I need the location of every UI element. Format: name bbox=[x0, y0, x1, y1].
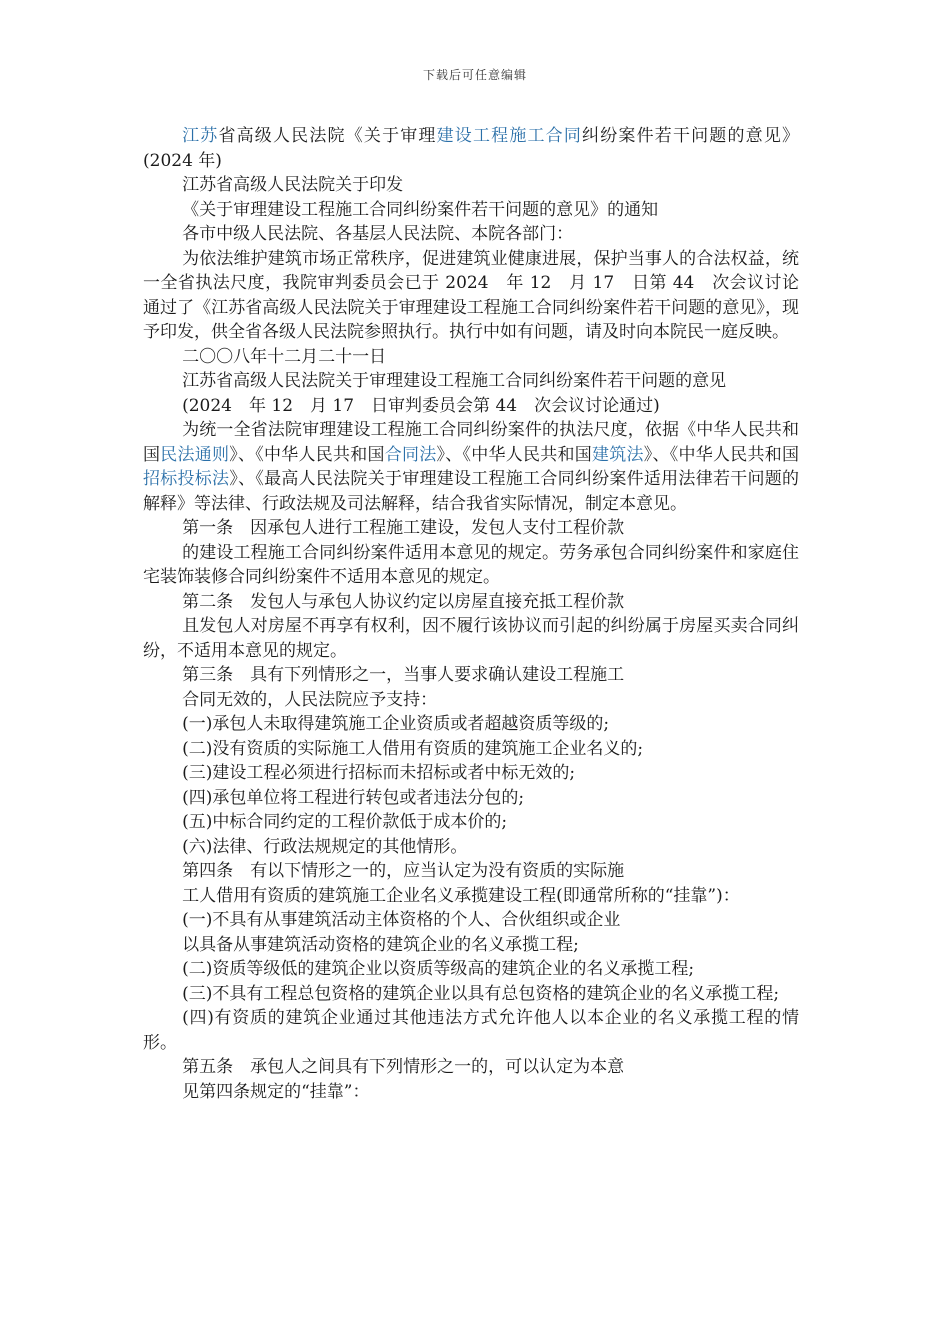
document-title bbox=[143, 124, 799, 173]
paragraph: 合同无效的，人民法院应予支持： bbox=[182, 689, 438, 710]
link-construction-law[interactable]: 建筑法 bbox=[592, 444, 644, 465]
paragraph: 江苏省高级人民法院关于印发 bbox=[182, 175, 404, 195]
paragraph: 第五条 承包人之间具有下列情形之一的，可以认定为本意 bbox=[182, 1057, 625, 1077]
list-item: (五)中标合同约定的工程价款低于成本价的; bbox=[182, 812, 508, 832]
list-item: (四)承包单位将工程进行转包或者违法分包的; bbox=[182, 787, 525, 808]
paragraph: 以具备从事建筑活动资格的建筑企业的名义承揽工程; bbox=[182, 934, 579, 955]
link-construction-contract[interactable]: 建设工程施工合同 bbox=[436, 126, 583, 146]
paragraph-preamble bbox=[143, 418, 799, 516]
paragraph: 的建设工程施工合同纠纷案件适用本意见的规定。劳务承包合同纠纷案件和家庭住宅装饰装修合同纠纷案件不适用本意见的规定。 bbox=[143, 542, 799, 587]
paragraph: 见第四条规定的“挂靠”： bbox=[182, 1081, 370, 1102]
text-segment: 为统一全省法院审理建设工程施工合同纠纷案件的执法尺度，依据《中华人民共和国 bbox=[143, 420, 799, 465]
link-contract-law[interactable]: 合同法 bbox=[384, 444, 437, 465]
paragraph: 第四条 有以下情形之一的，应当认定为没有资质的实际施 bbox=[182, 861, 625, 881]
paragraph: 二〇〇八年十二月二十一日 bbox=[182, 346, 387, 367]
paragraph: 工人借用有资质的建筑施工企业名义承揽建设工程(即通常所称的“挂靠”)： bbox=[182, 885, 740, 906]
title-text-1: 省高级人民法院《关于审理 bbox=[218, 126, 437, 146]
title-text-2: 纠纷案件若干问题的意见》(2024 年) bbox=[143, 126, 800, 171]
link-civil-law[interactable]: 民法通则 bbox=[160, 444, 230, 465]
list-item: (六)法律、行政法规规定的其他情形。 bbox=[182, 836, 468, 857]
paragraph: 各市中级人民法院、各基层人民法院、本院各部门： bbox=[182, 224, 574, 244]
list-item: (三)不具有工程总包资格的建筑企业以具有总包资格的建筑企业的名义承揽工程; bbox=[182, 983, 780, 1004]
paragraph: 《关于审理建设工程施工合同纠纷案件若干问题的意见》的通知 bbox=[182, 199, 659, 220]
text-segment: 》、《最高人民法院关于审理建设工程施工合同纠纷案件适用法律若干问题的解释》等法律、行政法规及司法解释，结合我省实际情况，制定本意见。 bbox=[143, 469, 800, 514]
paragraph: 江苏省高级人民法院关于审理建设工程施工合同纠纷案件若干问题的意见 bbox=[182, 371, 727, 391]
text-segment: 》、《中华人民共和国 bbox=[436, 444, 592, 465]
text-segment: 》、《中华人民共和国 bbox=[229, 444, 385, 465]
list-item: (一)不具有从事建筑活动主体资格的个人、合伙组织或企业 bbox=[182, 910, 621, 930]
list-item: (一)承包人未取得建筑施工企业资质或者超越资质等级的; bbox=[182, 714, 610, 734]
paragraph: 为依法维护建筑市场正常秩序，促进建筑业健康进展，保护当事人的合法权益，统一全省执法尺度，我院审判委员会已于 2024 年 12 月 17 日第 44 次会议讨论通过了《江苏省高级人民法院关于审理建设工程施工合同纠纷案件若干问题的意见》，现予印发，供全省各级人民法院参照执行。执行中如有问题，请及时向本院民一庭反映。 bbox=[143, 248, 799, 342]
list-item: (四)有资质的建筑企业通过其他违法方式允许他人以本企业的名义承揽工程的情形。 bbox=[143, 1008, 799, 1053]
paragraph: 第三条 具有下列情形之一，当事人要求确认建设工程施工 bbox=[182, 665, 625, 685]
paragraph: 第一条 因承包人进行工程施工建设，发包人支付工程价款 bbox=[182, 518, 625, 538]
list-item: (三)建设工程必须进行招标而未招标或者中标无效的; bbox=[182, 763, 576, 783]
page-header: 下载后可任意编辑 bbox=[422, 68, 527, 82]
paragraph: 且发包人对房屋不再享有权利，因不履行该协议而引起的纠纷属于房屋买卖合同纠纷，不适用本意见的规定。 bbox=[143, 616, 799, 661]
paragraph: 第二条 发包人与承包人协议约定以房屋直接充抵工程价款 bbox=[182, 591, 625, 612]
link-bidding-law[interactable]: 招标投标法 bbox=[143, 469, 230, 489]
list-item: (二)没有资质的实际施工人借用有资质的建筑施工企业名义的; bbox=[182, 738, 644, 759]
document-body bbox=[143, 124, 799, 1104]
paragraph: (2024 年 12 月 17 日审判委员会第 44 次会议讨论通过) bbox=[182, 395, 660, 416]
link-jiangsu[interactable]: 江苏 bbox=[182, 126, 219, 146]
text-segment: 》、《中华人民共和国 bbox=[643, 444, 799, 465]
list-item: (二)资质等级低的建筑企业以资质等级高的建筑企业的名义承揽工程; bbox=[182, 959, 695, 979]
